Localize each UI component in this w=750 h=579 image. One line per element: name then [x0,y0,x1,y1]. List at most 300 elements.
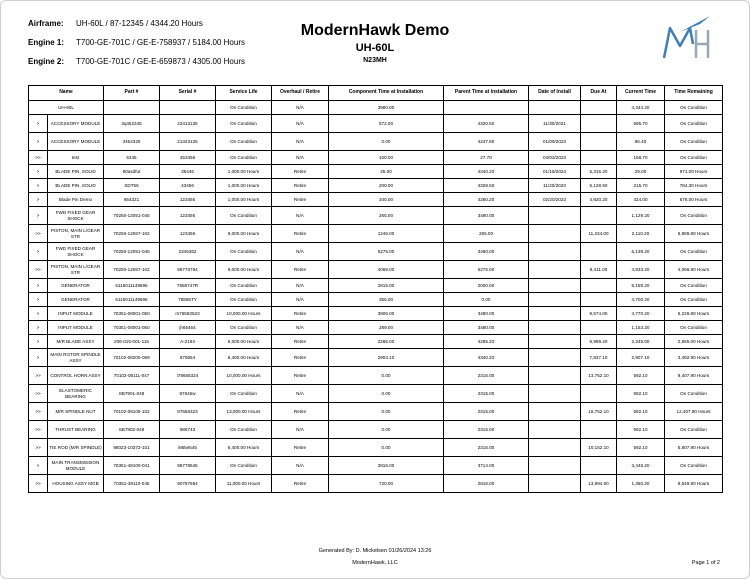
cell-ovh: N/A [272,279,329,293]
cell-part: 70351-48100-041 [104,457,160,475]
cell-rem: On Condition [665,293,723,307]
cell-indent: >> [29,151,48,165]
cell-cur: 592.10 [617,403,665,421]
table-row [29,193,723,207]
cell-cti: 5275.00 [329,243,444,261]
cell-part: SB7902-048 [104,421,160,439]
cell-serial: 43456 [160,179,216,193]
cell-rem: On Condition [665,101,723,115]
cell-pti: 2315.00 [444,439,529,457]
table-row [29,115,723,133]
table-row [29,293,723,307]
cell-serial: 123456 [160,225,216,243]
cell-serial: 35446 [160,165,216,179]
cell-cur: 3,446.20 [617,457,665,475]
cell-due [581,279,617,293]
cell-serial: rs76583523 [160,307,216,321]
cell-life: On Condition [216,279,272,293]
cell-rem: 971.00 Hours [665,165,723,179]
cell-indent: >> [29,385,48,403]
table-row [29,457,723,475]
cell-cur: 1,153.20 [617,321,665,335]
cell-serial: i865e545 [160,439,216,457]
cell-cur: 2,110.20 [617,225,665,243]
cell-cti: 289.00 [329,321,444,335]
cell-cur: 2,907.10 [617,349,665,367]
cell-doi [529,261,581,279]
cell-part: SB7901-048 [104,385,160,403]
cell-cti: 2266.00 [329,335,444,349]
cell-pti: 4320.50 [444,115,529,133]
table-body [29,101,723,493]
cell-part: 654321 [104,193,160,207]
cell-name: INPUT MODULE [48,321,104,335]
cell-due: 9,574.00 [581,307,617,321]
cell-name: CONTROL HORN ASSY [48,367,104,385]
cell-doi [529,321,581,335]
cell-cur: 1,350.20 [617,475,665,493]
cell-doi [529,349,581,367]
cell-due [581,321,617,335]
cell-name: PISTON, MAIN L/GEAR STR [48,261,104,279]
table-row [29,133,723,151]
cell-indent: > [29,349,48,367]
airframe-value: UH-60L / 87-12345 / 4344.20 Hours [76,19,203,28]
cell-due: 4,920.20 [581,193,617,207]
table-row [29,179,723,193]
footer-page-number: Page 1 of 2 [691,560,720,566]
cell-cti: 3906.00 [329,307,444,321]
cell-indent: > [29,115,48,133]
cell-due: 11,234.00 [581,225,617,243]
cell-due: 8,411.00 [581,261,617,279]
col-header: Overhaul / Retire [272,86,329,101]
cell-cur: 1,129.20 [617,207,665,225]
cell-indent: > [29,207,48,225]
cell-name: THRUST BEARING [48,421,104,439]
cell-doi [529,367,581,385]
table-row [29,321,723,335]
cell-serial: 87556323 [160,403,216,421]
table-row [29,439,723,457]
table-row [29,261,723,279]
cell-pti: 4260.20 [444,193,529,207]
cell-doi [529,385,581,403]
cell-cur: 4,770.20 [617,307,665,321]
cell-name: ACCESSORY MODULE [48,115,104,133]
cell-indent: > [29,165,48,179]
cell-cti: 100.00 [329,151,444,165]
cell-due: 13,752.10 [581,367,617,385]
cell-indent: > [29,307,48,321]
cell-ovh: Retire [272,367,329,385]
table-row [29,225,723,243]
cell-cur: 592.10 [617,421,665,439]
cell-part: 70250-12067-102 [104,225,160,243]
cell-rem: 12,407.90 Hours [665,403,723,421]
cell-cur: 4,700.20 [617,293,665,307]
cell-rem: On Condition [665,457,723,475]
cell-doi: 01/18/2024 [529,165,581,179]
cell-ovh: Retire [272,225,329,243]
cell-part: 70351-38110-045 [104,475,160,493]
cell-life: 6,400.00 Hours [216,439,272,457]
cell-pti: 3480.00 [444,307,529,321]
cell-doi [529,101,581,115]
table-row [29,307,723,321]
cell-name: INPUT MODULE [48,307,104,321]
cell-doi [529,293,581,307]
cell-serial: 90787654 [160,475,216,493]
cell-rem: On Condition [665,421,723,439]
cell-doi [529,421,581,439]
engine2-value: T700-GE-701C / GE-E-659873 / 4305.00 Hours [76,57,245,66]
cell-part: 3454325 [104,133,160,151]
cell-life: On Condition [216,321,272,335]
cell-life: 1,000.00 Hours [216,193,272,207]
cell-pti: 4340.20 [444,165,529,179]
cell-name: M/R SPINDLE NUT [48,403,104,421]
cell-rem: On Condition [665,279,723,293]
cell-ovh: Retire [272,193,329,207]
table-row [29,335,723,349]
cell-pti: 2816.00 [444,475,529,493]
cell-pti: 27.70 [444,151,529,165]
cell-ovh: N/A [272,101,329,115]
cell-life: On Condition [216,115,272,133]
cell-life: On Condition [216,101,272,115]
cell-ovh: N/A [272,385,329,403]
cell-serial: 23413135 [160,115,216,133]
cell-doi [529,335,581,349]
cell-ovh: Retire [272,349,329,367]
cell-part: 70102-08105-102 [104,403,160,421]
cell-cti: 0.00 [329,403,444,421]
cell-doi [529,207,581,225]
cell-pti: 4328.50 [444,179,529,193]
cell-ovh: N/A [272,421,329,439]
col-header: Date of Install [529,86,581,101]
cell-cti: 200.00 [329,179,444,193]
cell-ovh: Retire [272,403,329,421]
cell-pti: 4340.20 [444,349,529,367]
cell-ovh: Retire [272,307,329,321]
cell-cur: 4,344.20 [617,101,665,115]
cell-indent: >> [29,439,48,457]
cell-part: 6115011149696 [104,293,160,307]
cell-life: On Condition [216,457,272,475]
cell-name: GENERATOR [48,293,104,307]
cell-pti: 265.00 [444,225,529,243]
engine2-label: Engine 2: [28,57,65,66]
table-row [29,279,723,293]
cell-rem: 784.30 Hours [665,179,723,193]
table-row [29,367,723,385]
cell-indent: >> [29,421,48,439]
cell-life: 10,000.00 Hours [216,367,272,385]
cell-life: 10,000.00 Hours [216,307,272,321]
cell-name: BLADE PIN, SOLID [48,165,104,179]
cell-ovh: Retire [272,439,329,457]
cell-life: On Condition [216,151,272,165]
cell-doi [529,457,581,475]
cell-cur: 96.40 [617,133,665,151]
cell-ovh: N/A [272,243,329,261]
cell-life: 6,400.00 Hours [216,349,272,367]
cell-cur: 592.10 [617,439,665,457]
cell-name: MAIN ROTOR SPINDLE ASSY [48,349,104,367]
cell-name: ELASTOMERIC BEARING [48,385,104,403]
cell-life: 11,000.00 Hours [216,475,272,493]
cell-ovh: N/A [272,457,329,475]
cell-name: MAIN TRANSMISSION MODULE [48,457,104,475]
cell-ovh: N/A [272,321,329,335]
cell-life: 9,000.00 Hours [216,261,272,279]
cell-serial: 2346362 [160,243,216,261]
cell-indent: > [29,193,48,207]
cell-name: Blade Pin Demo [48,193,104,207]
cell-due [581,115,617,133]
cell-doi [529,403,581,421]
cell-ovh: Retire [272,179,329,193]
cell-name: HOUSING ASSY MGB [48,475,104,493]
cell-serial: 876654 [160,349,216,367]
cell-cur: 592.10 [617,385,665,403]
cell-name: GENERATOR [48,279,104,293]
cell-due: 5,315.20 [581,165,617,179]
cell-part: 70250-12067-102 [104,261,160,279]
cell-due [581,207,617,225]
cell-cti: 0.00 [329,421,444,439]
footer-company: ModernHawk, LLC [352,560,398,566]
engine1-value: T700-GE-701C / GE-E-758937 / 5184.00 Hours [76,38,245,47]
cell-due: 6,999.20 [581,335,617,349]
cell-pti [444,101,529,115]
cell-rem: 576.00 Hours [665,193,723,207]
cell-cti: 0.00 [329,133,444,151]
cell-serial: jh65464 [160,321,216,335]
cell-rem: On Condition [665,115,723,133]
col-header: Component Time at Installation [329,86,444,101]
cell-pti: 2315.00 [444,367,529,385]
cell-cur: 592.10 [617,367,665,385]
cell-cur: 424.00 [617,193,665,207]
mh-logo-icon [660,14,712,60]
cell-indent: > [29,335,48,349]
cell-cti: 0.00 [329,367,444,385]
cell-life: 1,000.00 Hours [216,165,272,179]
cell-due: 10,152.10 [581,439,617,457]
cell-serial: i78665324 [160,367,216,385]
cell-part: 5345 [104,151,160,165]
col-header: Current Time [617,86,665,101]
table-row [29,421,723,439]
cell-name: M/R BLADE ASSY [48,335,104,349]
cell-ovh: Retire [272,475,329,493]
report-subtitle: UH-60L [355,42,395,54]
tail-number: N23MH [363,57,387,64]
cell-indent: >> [29,367,48,385]
cell-due [581,293,617,307]
airframe-label: Airframe: [28,19,64,28]
cell-serial: 21343125 [160,133,216,151]
cell-part: SDT56 [104,179,160,193]
cell-cur: 5,159.20 [617,279,665,293]
cell-due [581,133,617,151]
cell-doi: 11/20/2023 [529,179,581,193]
cell-serial: 98776764 [160,261,216,279]
col-header: Parent Time at Installation [444,86,529,101]
cell-doi: 02/20/2023 [529,193,581,207]
cell-cti: 0.00 [329,439,444,457]
cell-part: 70351-08001-050 [104,307,160,321]
cell-indent: > [29,457,48,475]
cell-pti: 0.00 [444,293,529,307]
cell-part: 70250-12051-045 [104,207,160,225]
table-row [29,101,723,115]
cell-name: test [48,151,104,165]
cell-pti: 4265.20 [444,335,529,349]
cell-serial: 123456 [160,193,216,207]
cell-part: 3q452345 [104,115,160,133]
cell-cti: 4069.00 [329,261,444,279]
table-row [29,165,723,179]
cell-indent: > [29,179,48,193]
cell-name: BLADE PIN, SOLID [48,179,104,193]
cell-rem: 5,807.90 Hours [665,439,723,457]
cell-rem: 5,229.80 Hours [665,307,723,321]
cell-due [581,421,617,439]
cell-doi [529,243,581,261]
cell-due: 7,837.10 [581,349,617,367]
cell-doi [529,475,581,493]
cell-name: FWD FIXED GEAR SHOCK [48,243,104,261]
cell-cti: 340.00 [329,193,444,207]
cell-serial: 123456 [160,207,216,225]
cell-cti: 2815.00 [329,279,444,293]
cell-cti: 2903.10 [329,349,444,367]
cell-rem: On Condition [665,151,723,165]
cell-part: 98023-10372-101 [104,439,160,457]
cell-life: On Condition [216,243,272,261]
cell-name: UH-60L [29,101,104,115]
cell-cti: 720.00 [329,475,444,493]
title-block [285,22,465,64]
cell-cti: 25.00 [329,165,444,179]
cell-indent: >> [29,225,48,243]
cell-rem: On Condition [665,243,723,261]
cell-pti: 3480.00 [444,321,529,335]
cell-cur: 6,139.20 [617,243,665,261]
table-row [29,475,723,493]
cell-part: 70250-12051-045 [104,243,160,261]
col-header: Part # [104,86,160,101]
cell-pti: 3480.00 [444,243,529,261]
cell-doi [529,225,581,243]
cell-rem: 2,655.00 Hours [665,335,723,349]
cell-serial: 7658747R [160,279,216,293]
cell-cti: 356.00 [329,293,444,307]
cell-due [581,243,617,261]
cell-name: TIE ROD (M/R SPINDLE) [48,439,104,457]
cell-due [581,457,617,475]
cell-part: 70102-08111-047 [104,367,160,385]
cell-cti: 2816.00 [329,457,444,475]
cell-serial: 98778545 [160,457,216,475]
cell-name: ACCESSORY MODULE [48,133,104,151]
footer-generated: Generated By: D. Mickelsen 01/26/2024 13:26 [318,548,432,554]
table-row [29,243,723,261]
cell-pti: 3714.00 [444,457,529,475]
col-header: Service Life [216,86,272,101]
cell-rem: 3,492.90 Hours [665,349,723,367]
cell-cur: 168.70 [617,151,665,165]
table-row [29,403,723,421]
cell-ovh: Retire [272,261,329,279]
table-header-row [29,86,723,101]
cell-serial: 87646w [160,385,216,403]
col-header: Serial # [160,86,216,101]
cell-indent: > [29,243,48,261]
cell-indent: >> [29,475,48,493]
cell-due: 16,752.10 [581,403,617,421]
cell-pti: 3480.00 [444,207,529,225]
cell-indent: > [29,279,48,293]
cell-due: 13,994.00 [581,475,617,493]
cell-cur: 4,933.20 [617,261,665,279]
cell-pti: 2000.00 [444,279,529,293]
cell-doi: 04/03/2023 [529,151,581,165]
table-row [29,151,723,165]
cell-due: 5,128.50 [581,179,617,193]
cell-due [581,151,617,165]
cell-pti: 4247.80 [444,133,529,151]
cell-indent: > [29,293,48,307]
cell-cur: 2,345.00 [617,335,665,349]
table-row [29,207,723,225]
components-table [28,85,723,493]
cell-ovh: N/A [272,115,329,133]
cell-indent: > [29,133,48,151]
cell-life: 9,000.00 Hours [216,225,272,243]
col-header: Time Remaining [665,86,723,101]
header-info [28,14,245,71]
cell-pti: 5275.00 [444,261,529,279]
cell-ovh: N/A [272,207,329,225]
cell-doi [529,439,581,457]
cell-rem: 9,649.80 Hours [665,475,723,493]
cell-ovh: N/A [272,151,329,165]
cell-indent: >> [29,403,48,421]
cell-serial: 78865TY [160,293,216,307]
cell-rem: On Condition [665,207,723,225]
cell-part: 206-015-001-115 [104,335,160,349]
engine1-label: Engine 1: [28,38,65,47]
cell-serial: 453456 [160,151,216,165]
cell-life: 13,000.00 Hours [216,403,272,421]
cell-life: On Condition [216,133,272,151]
table-row [29,385,723,403]
cell-life: 5,000.00 Hours [216,335,272,349]
cell-part: 70102-08200-069 [104,349,160,367]
cell-ovh: N/A [272,293,329,307]
cell-life: 1,000.00 Hours [216,179,272,193]
cell-rem: 9,407.90 Hours [665,367,723,385]
cell-indent: >> [29,261,48,279]
col-header: Due At [581,86,617,101]
cell-ovh: N/A [272,133,329,151]
cell-doi [529,279,581,293]
